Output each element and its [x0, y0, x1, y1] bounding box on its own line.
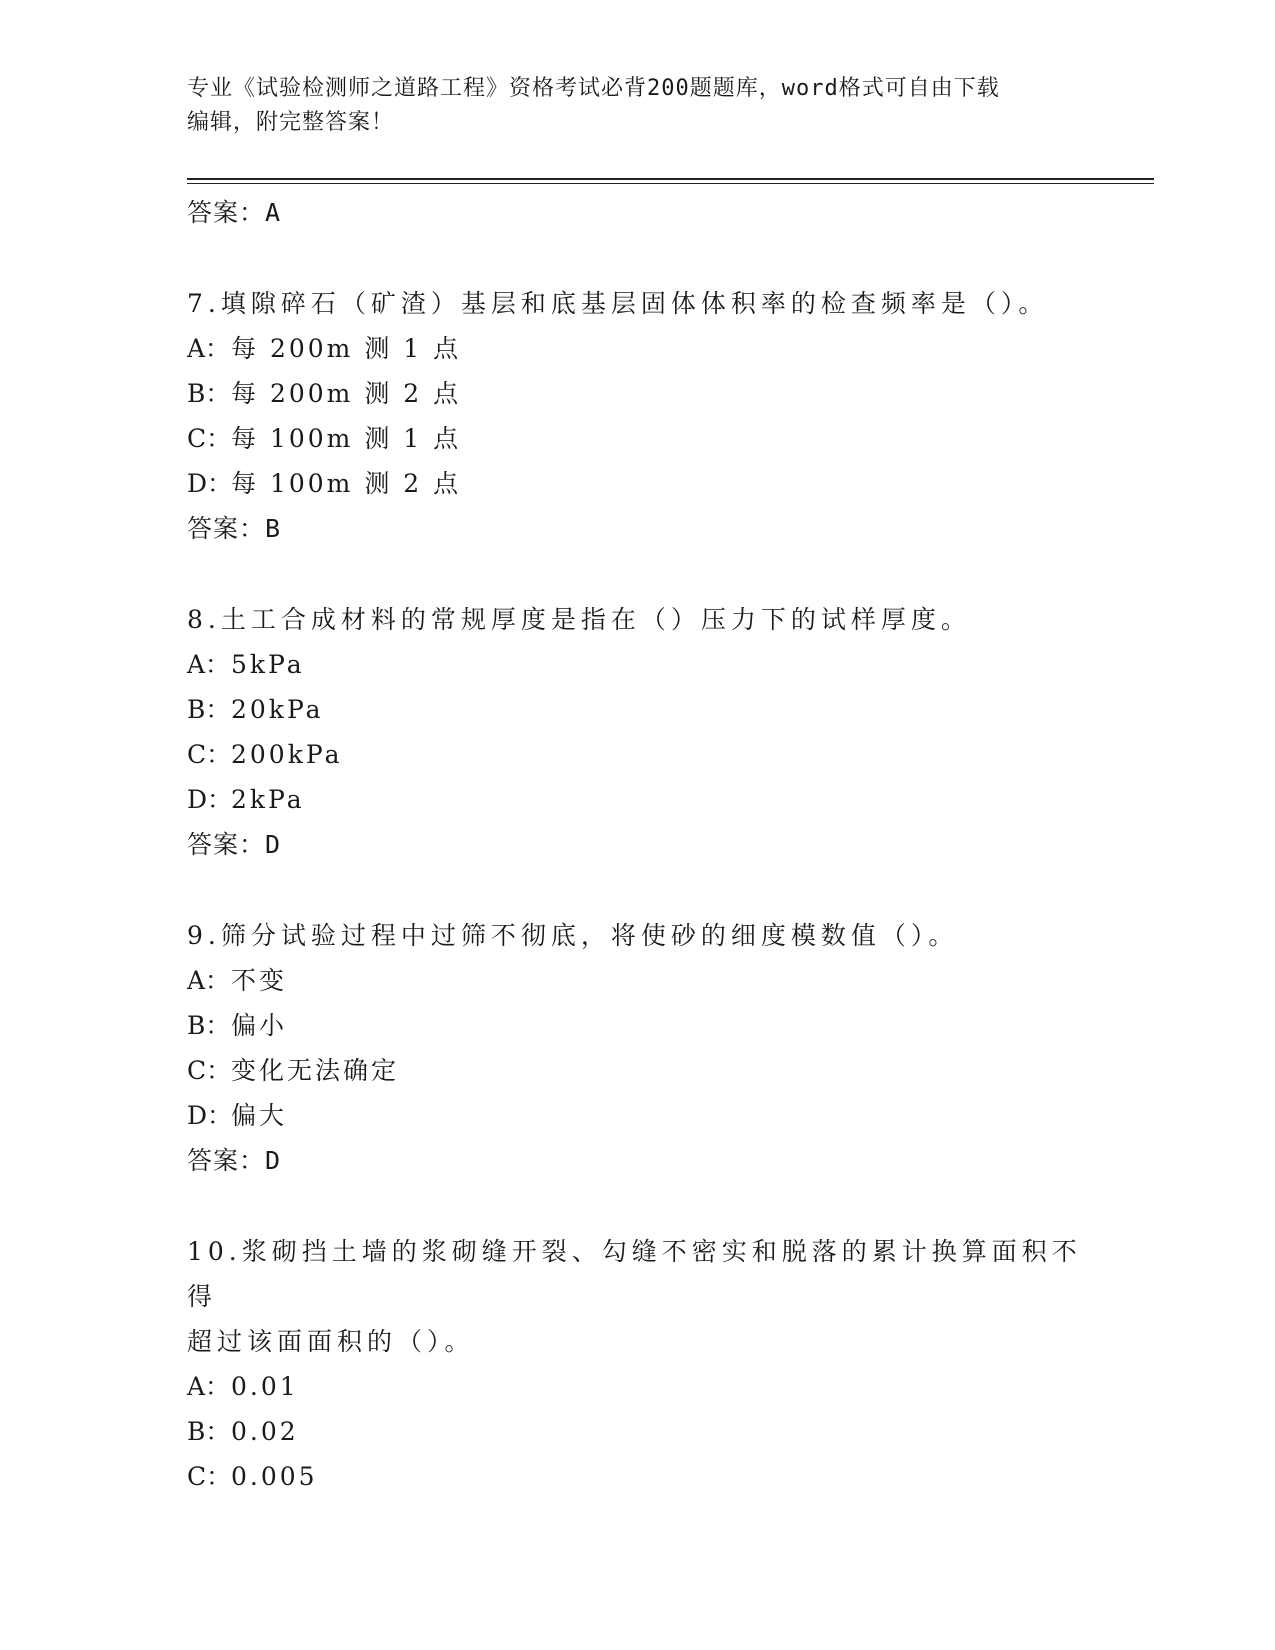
option-letter: A：: [187, 1372, 231, 1401]
option-a: [187, 642, 1087, 687]
option-a: [187, 1364, 1087, 1409]
option-c: [187, 732, 1087, 777]
option-letter: D：: [187, 785, 233, 814]
option-d: [187, 461, 1087, 506]
option-text: 每 200m 测 1 点: [231, 334, 462, 363]
question-number: 9.: [187, 921, 221, 950]
question-10: [187, 1229, 1087, 1499]
option-letter: B：: [187, 1011, 231, 1040]
option-letter: D：: [187, 1101, 233, 1130]
question-number: 7.: [187, 289, 221, 318]
answer-line: 答案：B: [187, 514, 282, 543]
option-letter: B：: [187, 379, 231, 408]
option-text: 200kPa: [231, 740, 343, 769]
question-number: 10.: [187, 1237, 242, 1266]
option-letter: B：: [187, 1417, 231, 1446]
option-a: [187, 958, 1087, 1003]
option-b: [187, 687, 1087, 732]
option-text: 0.01: [231, 1372, 299, 1401]
option-b: [187, 371, 1087, 416]
question-stem-line-1: 浆砌挡土墙的浆砌缝开裂、勾缝不密实和脱落的累计换算面积不得: [187, 1237, 1082, 1311]
option-text: 0.02: [231, 1417, 299, 1446]
option-text: 变化无法确定: [231, 1056, 400, 1085]
option-letter: A：: [187, 966, 231, 995]
option-c: [187, 416, 1087, 461]
option-d: [187, 1093, 1087, 1138]
question-text: [187, 597, 1087, 642]
option-letter: B：: [187, 695, 231, 724]
option-text: 不变: [231, 966, 288, 995]
option-letter: C：: [187, 1056, 232, 1085]
option-text: 偏小: [231, 1011, 288, 1040]
option-c: [187, 1454, 1087, 1499]
option-b: [187, 1409, 1087, 1454]
option-d: [187, 777, 1087, 822]
header-divider-thin: [187, 183, 1154, 184]
question-text: [187, 1229, 1087, 1319]
option-a: [187, 326, 1087, 371]
question-text: [187, 281, 1087, 326]
header-divider-thick: [187, 178, 1154, 180]
question-stem-line-2: 超过该面面积的（）。: [187, 1327, 475, 1356]
question-8: [187, 597, 1087, 867]
question-stem: 筛分试验过程中过筛不彻底，将使砂的细度模数值（）。: [220, 921, 959, 950]
question-7: [187, 281, 1087, 551]
option-text: 0.005: [231, 1462, 318, 1491]
option-text: 偏大: [231, 1101, 288, 1130]
question-stem: 填隙碎石（矿渣）基层和底基层固体体积率的检查频率是（）。: [220, 289, 1049, 318]
option-text: 5kPa: [231, 650, 305, 679]
question-number: 8.: [187, 605, 221, 634]
answer-line: 答案：A: [187, 198, 282, 227]
option-text: 2kPa: [231, 785, 305, 814]
option-c: [187, 1048, 1087, 1093]
question-9: [187, 913, 1087, 1183]
option-text: 每 100m 测 2 点: [231, 469, 462, 498]
question-text: [187, 913, 1087, 958]
option-letter: C：: [187, 740, 232, 769]
answer-line: 答案：D: [187, 1146, 282, 1175]
option-text: 每 100m 测 1 点: [231, 424, 462, 453]
option-text: 20kPa: [231, 695, 324, 724]
option-letter: C：: [187, 424, 232, 453]
answer-line: 答案：D: [187, 830, 282, 859]
option-letter: A：: [187, 650, 231, 679]
option-b: [187, 1003, 1087, 1048]
option-letter: D：: [187, 469, 233, 498]
question-list: [187, 190, 1087, 1499]
option-letter: A：: [187, 334, 231, 363]
option-text: 每 200m 测 2 点: [231, 379, 462, 408]
header-line-1: 专业《试验检测师之道路工程》资格考试必背200题题库，word格式可自由下载: [187, 76, 1000, 101]
header-line-2: 编辑，附完整答案！: [187, 110, 395, 135]
document-header: [187, 72, 1087, 140]
question-stem: 土工合成材料的常规厚度是指在（）压力下的试样厚度。: [220, 605, 971, 634]
option-letter: C：: [187, 1462, 232, 1491]
